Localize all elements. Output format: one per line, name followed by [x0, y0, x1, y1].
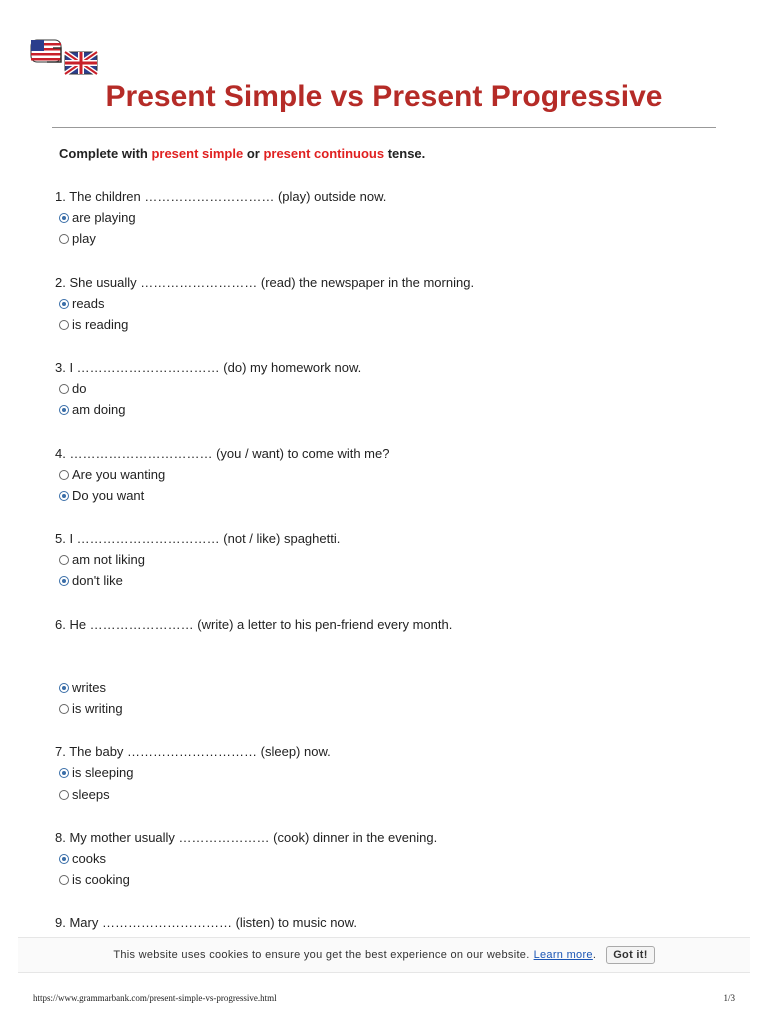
question-4-option-2[interactable] [59, 488, 144, 503]
instruction-prefix: Complete with [59, 146, 152, 161]
radio-selected-icon[interactable] [59, 213, 69, 223]
question-9-text: 9. Mary ………………………… (listen) to music now. [55, 915, 357, 930]
uk-flag-b-icon [65, 52, 97, 74]
question-4-text: 4. …………………………… (you / want) to come with me? [55, 446, 390, 461]
instruction-term-present-continuous: present continuous [263, 146, 385, 161]
radio-unselected-icon[interactable] [59, 384, 69, 394]
radio-unselected-icon[interactable] [59, 704, 69, 714]
question-1-option-2[interactable] [59, 231, 96, 246]
option-label: are playing [72, 210, 136, 225]
radio-unselected-icon[interactable] [59, 790, 69, 800]
option-label: is cooking [72, 872, 130, 887]
instruction-term-present-simple: present simple [151, 146, 244, 161]
question-6-option-1[interactable] [59, 680, 106, 695]
radio-selected-icon[interactable] [59, 768, 69, 778]
radio-unselected-icon[interactable] [59, 234, 69, 244]
page-title: Present Simple vs Present Progressive [105, 80, 663, 113]
option-label: am not liking [72, 552, 145, 567]
option-label: am doing [72, 402, 126, 417]
instruction-text [59, 146, 425, 161]
question-6-text: 6. He …………………… (write) a letter to his pen-friend every month. [55, 617, 453, 632]
question-5-text: 5. I …………………………… (not / like) spaghetti. [55, 531, 341, 546]
question-3-text: 3. I …………………………… (do) my homework now. [55, 360, 362, 375]
question-4-option-1[interactable] [59, 467, 165, 482]
radio-selected-icon[interactable] [59, 683, 69, 693]
question-1-option-1[interactable] [59, 210, 136, 225]
question-5-option-1[interactable] [59, 552, 145, 567]
question-2-text: 2. She usually ……………………… (read) the newspaper in the morning. [55, 275, 475, 290]
question-7-text: 7. The baby ………………………… (sleep) now. [55, 744, 331, 759]
option-label: is reading [72, 317, 129, 332]
radio-selected-icon[interactable] [59, 299, 69, 309]
option-label: sleeps [72, 787, 110, 802]
learn-more-link[interactable]: Learn more [533, 949, 593, 961]
question-2-option-1[interactable] [59, 296, 105, 311]
option-label: is sleeping [72, 765, 134, 780]
cookie-message: This website uses cookies to ensure you get the best experience on our website. [113, 949, 530, 961]
question-7-option-1[interactable] [59, 765, 133, 780]
radio-selected-icon[interactable] [59, 491, 69, 501]
option-label: play [72, 231, 96, 246]
option-label: Do you want [72, 488, 145, 503]
radio-unselected-icon[interactable] [59, 320, 69, 330]
cookie-consent-bar [18, 937, 750, 973]
radio-unselected-icon[interactable] [59, 555, 69, 565]
title-divider [52, 127, 716, 128]
question-8-option-1[interactable] [59, 851, 106, 866]
grammarbank-logo [27, 38, 101, 78]
option-label: writes [72, 680, 106, 695]
got-it-button[interactable]: Got it! [606, 946, 654, 964]
radio-selected-icon[interactable] [59, 854, 69, 864]
option-label: cooks [72, 851, 106, 866]
option-label: is writing [72, 701, 123, 716]
footer-url: https://www.grammarbank.com/present-simple-vs-progressive.html [33, 993, 277, 1003]
question-1-text: 1. The children ………………………… (play) outside now. [55, 189, 387, 204]
question-2-option-2[interactable] [59, 317, 128, 332]
instruction-suffix: tense. [384, 146, 426, 161]
option-label: do [72, 381, 87, 396]
option-label: don't like [72, 573, 123, 588]
radio-unselected-icon[interactable] [59, 470, 69, 480]
us-flag-g-icon [31, 40, 61, 62]
footer-page-number: 1/3 [723, 993, 735, 1003]
question-6-option-2[interactable] [59, 701, 123, 716]
question-3-option-1[interactable] [59, 381, 86, 396]
cookie-period: . [592, 949, 597, 961]
question-8-text: 8. My mother usually ………………… (cook) dinner in the evening. [55, 830, 438, 845]
option-label: Are you wanting [72, 467, 166, 482]
question-3-option-2[interactable] [59, 402, 125, 417]
radio-selected-icon[interactable] [59, 405, 69, 415]
option-label: reads [72, 296, 105, 311]
instruction-middle: or [243, 146, 264, 161]
question-7-option-2[interactable] [59, 787, 110, 802]
radio-selected-icon[interactable] [59, 576, 69, 586]
question-5-option-2[interactable] [59, 573, 123, 588]
question-8-option-2[interactable] [59, 872, 130, 887]
radio-unselected-icon[interactable] [59, 875, 69, 885]
